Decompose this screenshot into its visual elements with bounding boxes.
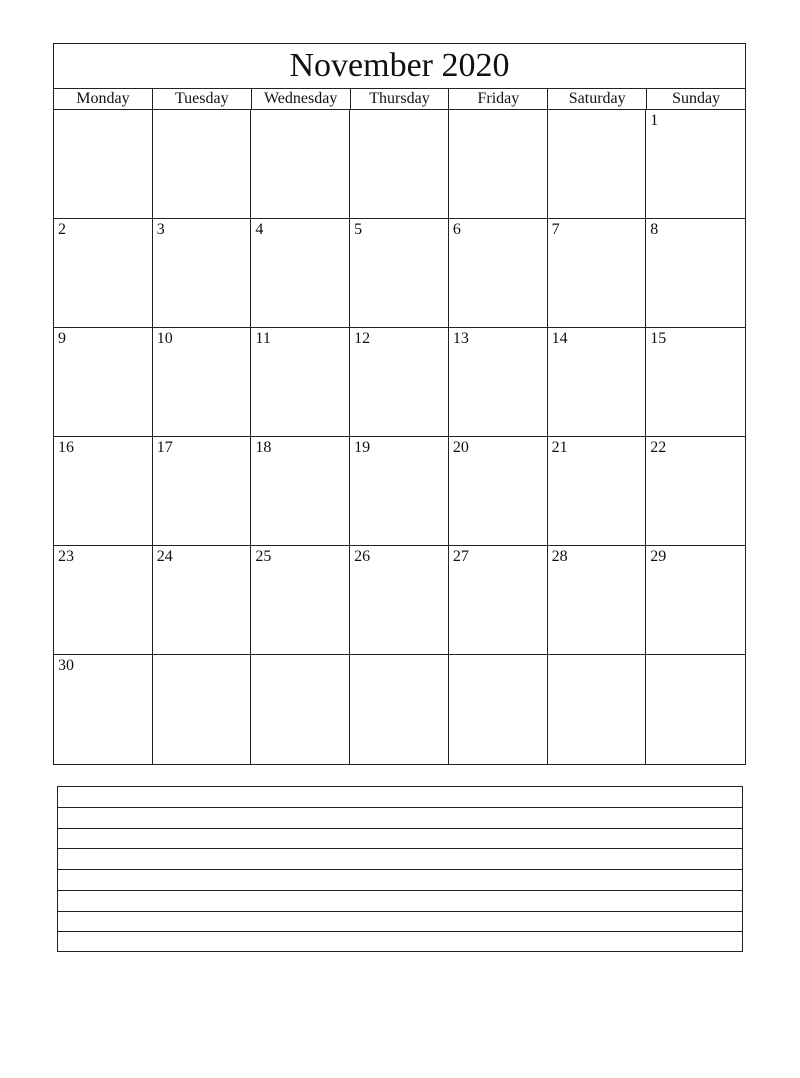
day-cell (449, 219, 548, 328)
day-cell (350, 437, 449, 546)
calendar-title: November 2020 (54, 44, 745, 89)
day-cell (251, 546, 350, 655)
day-cell (153, 110, 252, 219)
day-number: 17 (156, 439, 173, 456)
day-number: 24 (156, 548, 173, 565)
day-cell (153, 655, 252, 764)
weekday-thursday: Thursday (351, 89, 450, 109)
day-cell (251, 110, 350, 219)
day-cell (449, 546, 548, 655)
day-cell (646, 546, 745, 655)
day-number: 9 (58, 330, 66, 347)
weekday-monday: Monday (54, 89, 153, 109)
day-cell (646, 437, 745, 546)
day-number: 19 (354, 439, 371, 456)
day-number: 18 (255, 439, 272, 456)
day-number: 5 (354, 221, 363, 238)
day-number: 14 (551, 330, 568, 347)
day-cell (548, 219, 647, 328)
day-cell (548, 546, 647, 655)
weekday-friday: Friday (449, 89, 548, 109)
day-number: 7 (551, 221, 560, 238)
weekday-tuesday: Tuesday (153, 89, 252, 109)
day-cell (153, 546, 252, 655)
day-number: 27 (452, 548, 469, 565)
weekday-sunday: Sunday (672, 90, 721, 107)
day-cell (153, 328, 252, 437)
day-cell (449, 328, 548, 437)
day-cell (54, 219, 153, 328)
day-cell (646, 655, 745, 764)
day-cell (153, 219, 252, 328)
day-number: 10 (156, 330, 173, 347)
day-cell (646, 328, 745, 437)
calendar (53, 43, 746, 765)
day-cell (548, 110, 647, 219)
day-grid (54, 110, 745, 764)
day-cell (350, 655, 449, 764)
day-cell (251, 655, 350, 764)
day-cell (153, 437, 252, 546)
day-cell (350, 546, 449, 655)
day-cell (251, 328, 350, 437)
day-cell (54, 437, 153, 546)
day-number: 29 (650, 548, 667, 565)
day-cell (350, 110, 449, 219)
day-cell (449, 437, 548, 546)
day-number: 8 (650, 221, 659, 238)
note-line (58, 912, 742, 933)
day-cell (449, 655, 548, 764)
note-line (58, 808, 742, 829)
day-cell (449, 110, 548, 219)
day-cell (54, 546, 153, 655)
day-number: 15 (650, 330, 667, 347)
day-cell (54, 110, 153, 219)
weekday-saturday: Saturday (548, 89, 647, 109)
note-line (58, 870, 742, 891)
day-number: 2 (58, 221, 66, 238)
note-line (58, 932, 742, 953)
day-cell (646, 110, 745, 219)
day-number: 4 (255, 221, 264, 238)
day-number: 12 (354, 330, 371, 347)
day-number: 6 (452, 221, 461, 238)
day-number: 28 (551, 548, 568, 565)
day-number: 21 (551, 439, 568, 456)
day-cell (548, 655, 647, 764)
day-number: 3 (156, 221, 165, 238)
note-line (58, 787, 742, 808)
day-cell (350, 219, 449, 328)
note-line (58, 829, 742, 850)
day-cell (646, 219, 745, 328)
note-line (58, 891, 742, 912)
day-number: 13 (452, 330, 469, 347)
note-line (58, 849, 742, 870)
day-number: 11 (255, 330, 271, 347)
day-cell (251, 219, 350, 328)
weekday-header-row (54, 89, 745, 110)
day-cell (251, 437, 350, 546)
day-number: 16 (58, 439, 74, 456)
day-cell (54, 328, 153, 437)
day-cell (548, 437, 647, 546)
day-number: 30 (58, 657, 74, 674)
day-cell (54, 655, 153, 764)
day-number: 22 (650, 439, 667, 456)
day-number: 26 (354, 548, 371, 565)
day-cell (350, 328, 449, 437)
day-number: 23 (58, 548, 74, 565)
day-number: 25 (255, 548, 272, 565)
notes-area (57, 786, 743, 952)
day-cell (548, 328, 647, 437)
day-number: 1 (650, 112, 659, 129)
day-number: 20 (452, 439, 469, 456)
weekday-wednesday: Wednesday (252, 89, 351, 109)
